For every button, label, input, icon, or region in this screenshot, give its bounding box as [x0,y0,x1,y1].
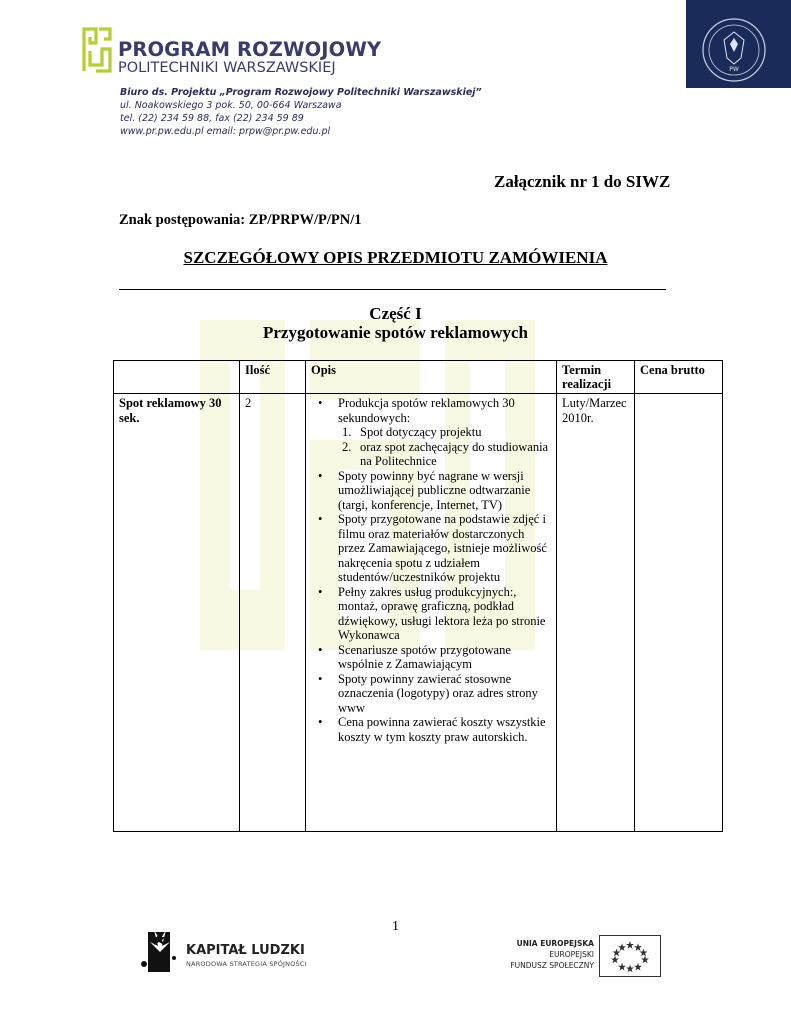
document-title: SZCZEGÓŁOWY OPIS PRZEDMIOTU ZAMÓWIENIA [183,248,608,267]
seal-text: PW [729,66,739,73]
page-number: 1 [392,919,399,934]
office-address [120,86,482,138]
part-heading: Część I [369,304,422,323]
item-deadline: Luty/Marzec 2010r. [557,394,635,832]
case-number: Znak postępowania: ZP/PRPW/P/PN/1 [119,212,362,228]
kapital-ludzki-subtitle: NARODOWA STRATEGIA SPÓJNOŚCI [186,960,307,968]
program-logo-icon [82,27,112,73]
eu-label [500,938,594,971]
kapital-ludzki-title: KAPITAŁ LUDZKI [186,943,305,958]
description-list [311,396,551,744]
sub-list [338,425,551,469]
seal-emblem-icon [686,0,791,88]
office-web-email: www.pr.pw.edu.pl email: prpw@pr.pw.edu.pl [120,126,331,137]
item-price [635,394,723,832]
office-street: ul. Noakowskiego 3 pok. 50, 00-664 Warszawa [120,100,342,111]
sub-list-item [342,439,551,469]
divider [119,289,666,290]
specification-table [113,360,723,832]
item-description [306,394,557,832]
university-seal [686,0,791,88]
part-subtitle: Przygotowanie spotów reklamowych [262,323,529,342]
list-item [338,396,551,469]
list-item: • Spoty przygotowane na podstawie zdjęć i filmu oraz materiałów dostarczonych przez Zamawiającego, istnieje możliwość nakręcenia spotu z udziałem studentów/uczestników projektu [338,512,551,585]
list-item: • Spoty powinny zawierać stosowne oznaczenia (logotypy) oraz adres strony www [338,672,551,716]
bullet-text: Produkcja spotów reklamowych 30 sekundowych: [338,396,515,425]
item-name: Spot reklamowy 30 sek. [114,394,240,832]
eu-fund-label-2: FUNDUSZ SPOŁECZNY [510,961,594,970]
sub-list-item [342,425,551,440]
sub-list-number: 1. [342,425,352,439]
eu-stars-icon [600,936,660,976]
office-phone: tel. (22) 234 59 88, fax (22) 234 59 89 [120,113,304,124]
table-header-row [114,361,723,394]
list-item: • Spoty powinny być nagrane w wersji umożliwiającej publiczne odtwarzanie (targi, konferencje, Internet, TV) [338,469,551,513]
table-row [114,394,723,832]
office-name: Biuro ds. Projektu „Program Rozwojowy Politechniki Warszawskiej” [120,87,482,98]
sub-list-number: 2. [342,439,352,454]
list-item: • Cena powinna zawierać koszty wszystkie koszty w tym koszty praw autorskich. [338,715,551,744]
sub-list-text: oraz spot zachęcający do studiowania na Politechnice [360,439,549,468]
header-price: Cena brutto [635,361,723,394]
logo-title: PROGRAM ROZWOJOWY [118,38,382,61]
eu-union-label: UNIA EUROPEJSKA [516,939,594,948]
item-quantity: 2 [240,394,306,832]
header-description: Opis [306,361,557,394]
eu-flag-icon [599,935,661,977]
header-item [114,361,240,394]
list-item: • Scenariusze spotów przygotowane wspólnie z Zamawiającym [338,643,551,672]
header-quantity: Ilość [240,361,306,394]
eu-fund-label-1: EUROPEJSKI [549,950,594,959]
sub-list-text: Spot dotyczący projektu [360,425,482,439]
annex-label: Załącznik nr 1 do SIWZ [494,172,671,191]
list-item: • Pełny zakres usług produkcyjnych:, montaż, oprawę graficzną, podkład dźwiękowy, usługi lektora leża po stronie Wykonawca [338,585,551,643]
kapital-ludzki-logo-icon [140,928,180,974]
logo-subtitle: POLITECHNIKI WARSZAWSKIEJ [118,60,336,76]
header-deadline: Termin realizacji [557,361,635,394]
